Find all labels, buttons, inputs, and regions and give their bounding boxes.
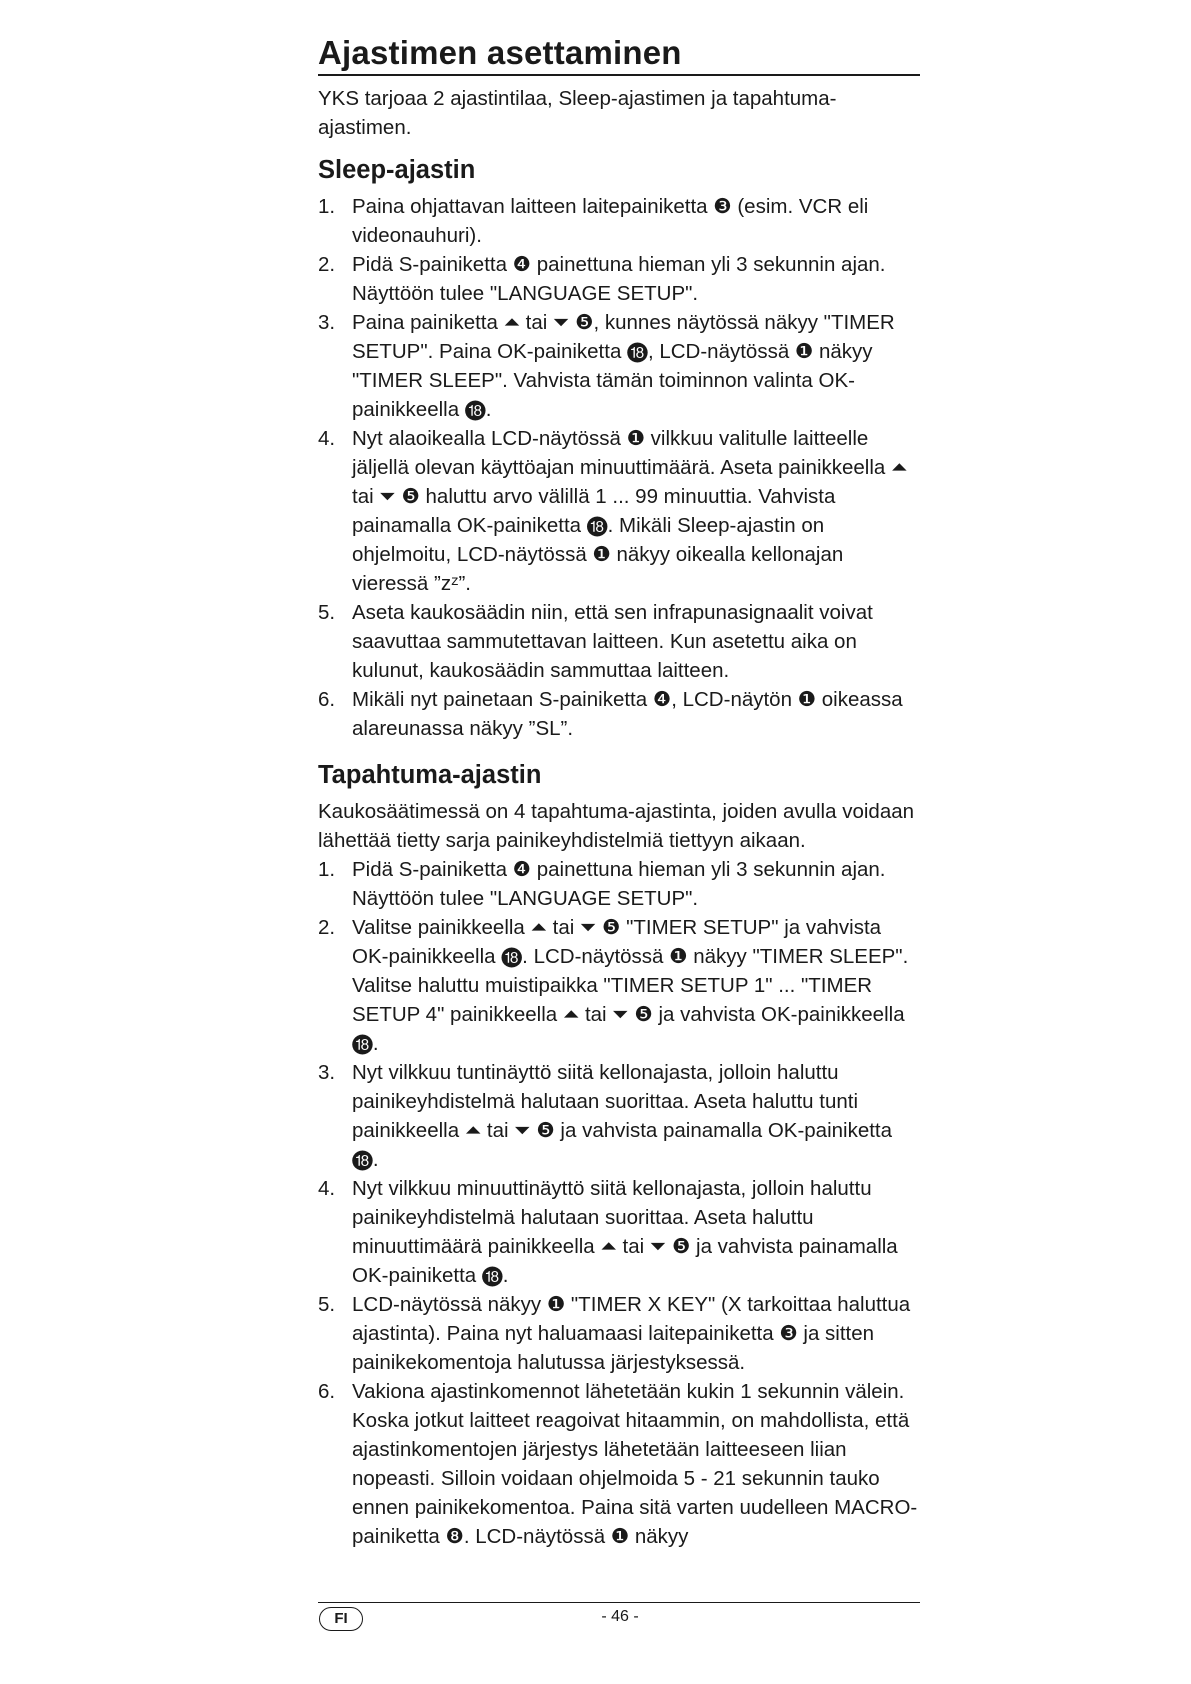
- list-item: 2. Pidä S-painiketta ❹ painettuna hieman yli 3 sekunnin ajan. Näyttöön tulee "LANGUAGE SETUP".: [318, 253, 886, 305]
- language-badge: FI: [319, 1607, 363, 1631]
- manual-page: [318, 34, 920, 1551]
- list-item: 4. Nyt alaoikealla LCD-näytössä ❶ vilkkuu valitulle laitteelle jäljellä olevan käyttöajan minuuttimäärä. Aseta painikkeella ⏶ tai ⏷ ❺ haluttu arvo välillä 1 ... 99 minuuttia. Vahvista painamalla OK-painiketta ⓲. Mikäli Sleep-ajastin on ohjelmoitu, LCD-näytössä ❶ näkyy oikealla kellonajan vieressä ”zᶻ”.: [318, 427, 908, 595]
- list-item: 1. Paina ohjattavan laitteen laitepainiketta ❸ (esim. VCR eli videonauhuri).: [318, 195, 869, 247]
- page-title: Ajastimen asettaminen: [318, 34, 682, 71]
- sleep-timer-heading: Sleep-ajastin: [318, 156, 476, 184]
- list-item: 5. LCD-näytössä näkyy ❶ "TIMER X KEY" (X tarkoittaa haluttua ajastinta). Paina nyt haluamaasi laitepainiketta ❸ ja sitten painikekomentoja halutussa järjestyksessä.: [318, 1293, 911, 1374]
- list-item: 4. Nyt vilkkuu minuuttinäyttö siitä kellonajasta, jolloin haluttu painikeyhdistelmä halutaan suorittaa. Aseta haluttu minuuttimäärä painikkeella ⏶ tai ⏷ ❺ ja vahvista painamalla OK-painiketta ⓲.: [318, 1177, 898, 1287]
- sleep-timer-steps: [318, 192, 920, 743]
- intro-paragraph: YKS tarjoaa 2 ajastintilaa, Sleep-ajastimen ja tapahtuma-ajastimen.: [318, 87, 837, 139]
- list-item: 3. Nyt vilkkuu tuntinäyttö siitä kellonajasta, jolloin haluttu painikeyhdistelmä halutaan suorittaa. Aseta haluttu tunti painikkeella ⏶ tai ⏷ ❺ ja vahvista painamalla OK-painiketta ⓲.: [318, 1061, 893, 1171]
- list-item: 6. Mikäli nyt painetaan S-painiketta ❹, LCD-näytön ❶ oikeassa alareunassa näkyy ”SL”.: [318, 688, 903, 740]
- title-divider: [318, 74, 920, 76]
- event-intro-paragraph: Kaukosäätimessä on 4 tapahtuma-ajastinta, joiden avulla voidaan lähettää tietty sarja painikeyhdistelmiä tiettyyn aikaan.: [318, 800, 915, 852]
- page-number: - 46 -: [601, 1608, 639, 1625]
- footer-divider: [318, 1602, 920, 1603]
- list-item: 2. Valitse painikkeella ⏶ tai ⏷ ❺ "TIMER SETUP" ja vahvista OK-painikkeella ⓲. LCD-näytössä ❶ näkyy "TIMER SLEEP". Valitse haluttu muistipaikka "TIMER SETUP 1" ... "TIMER SETUP 4" painikkeella ⏶ tai ⏷ ❺ ja vahvista OK-painikkeella ⓲.: [318, 916, 909, 1055]
- event-timer-steps: [318, 855, 920, 1551]
- list-item: 3. Paina painiketta ⏶ tai ⏷ ❺, kunnes näytössä näkyy "TIMER SETUP". Paina OK-painiketta ⓲, LCD-näytössä ❶ näkyy "TIMER SLEEP". Vahvista tämän toiminnon valinta OK-painikkeella ⓲.: [318, 311, 895, 421]
- list-item: 5. Aseta kaukosäädin niin, että sen infrapunasignaalit voivat saavuttaa sammutettavan laitteen. Kun asetettu aika on kulunut, kaukosäädin sammuttaa laitteen.: [318, 601, 873, 682]
- list-item: 1. Pidä S-painiketta ❹ painettuna hieman yli 3 sekunnin ajan. Näyttöön tulee "LANGUAGE SETUP".: [318, 858, 886, 910]
- event-timer-heading: Tapahtuma-ajastin: [318, 761, 542, 789]
- list-item: 6. Vakiona ajastinkomennot lähetetään kukin 1 sekunnin välein. Koska jotkut laitteet reagoivat hitaammin, on mahdollista, että ajastinkomentojen järjestys lähetetään laitteeseen liian nopeasti. Silloin voidaan ohjelmoida 5 - 21 sekunnin tauko ennen painikekomentoa. Paina sitä varten uudelleen MACRO-painiketta ❽. LCD-näytössä ❶ näkyy: [318, 1380, 918, 1548]
